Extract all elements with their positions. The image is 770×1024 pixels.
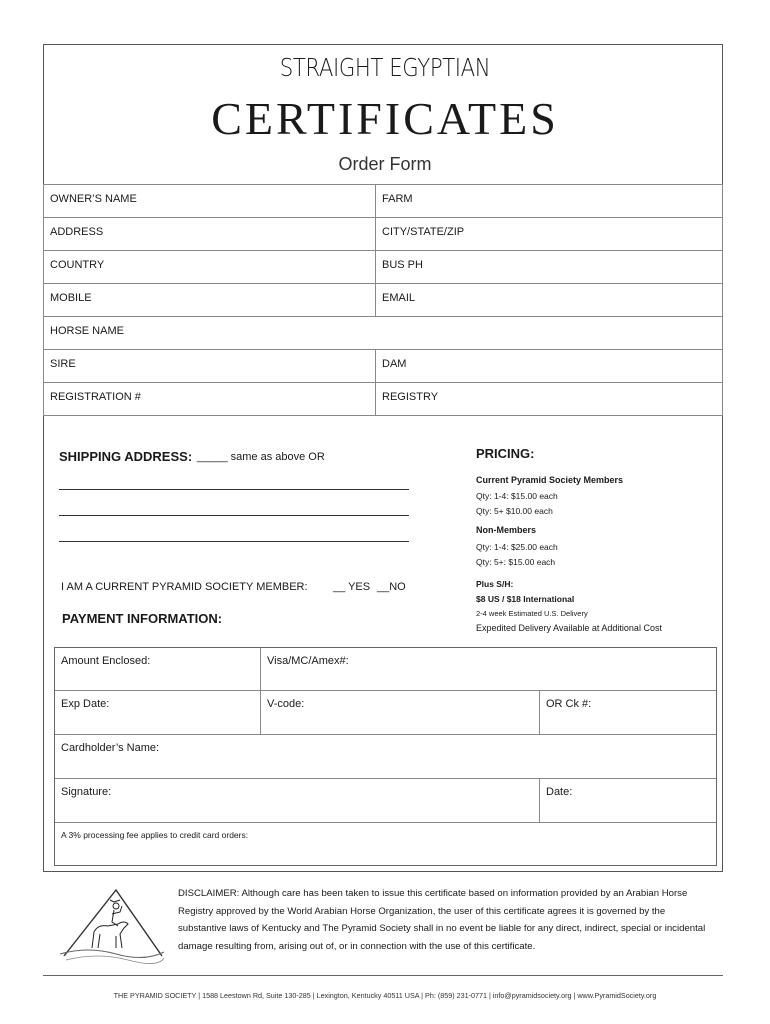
amount-enclosed-field[interactable]: Amount Enclosed:: [61, 655, 151, 667]
payment-box: [54, 647, 717, 866]
members-pricing-title: Current Pyramid Society Members: [476, 475, 624, 485]
farm-field[interactable]: FARM: [376, 185, 723, 218]
disclaimer-text: DISCLAIMER: Although care has been taken to issue this certificate based on information provided by an Arabian Horse Registry approved by the World Arabian Horse Organization, the user of this certificate agrees it is governed by the substantive laws of Kentucky and The Pyramid Society shall in no event be liable for any direct, indirect, special or incidental damage resulting from, arising out of, or in connection with the use of this certificate.: [178, 888, 706, 952]
horse-name-field[interactable]: HORSE NAME: [44, 317, 723, 350]
table-row: [44, 185, 723, 218]
processing-fee-note: A 3% processing fee applies to credit card orders:: [61, 830, 249, 840]
shipping-line-2[interactable]: [59, 515, 409, 516]
email-field[interactable]: EMAIL: [376, 284, 723, 317]
country-field[interactable]: COUNTRY: [44, 251, 376, 284]
table-row: [44, 218, 723, 251]
non-members-price-1: Qty: 1-4: $25.00 each: [476, 542, 558, 552]
non-members-price-2: Qty: 5+: $15.00 each: [476, 557, 556, 567]
card-number-field[interactable]: Visa/MC/Amex#:: [267, 655, 349, 667]
sire-field[interactable]: SIRE: [44, 350, 376, 383]
payment-information-heading: PAYMENT INFORMATION:: [62, 611, 223, 626]
pyramid-horse-logo-icon: [58, 882, 166, 970]
same-as-above-option[interactable]: _____ same as above OR: [197, 451, 325, 463]
mobile-field[interactable]: MOBILE: [44, 284, 376, 317]
address-field[interactable]: ADDRESS: [44, 218, 376, 251]
city-state-zip-field[interactable]: CITY/STATE/ZIP: [376, 218, 723, 251]
shipping-line-3[interactable]: [59, 541, 409, 542]
shipping-handling-price: $8 US / $18 International: [476, 594, 575, 604]
footer-divider: [43, 975, 723, 976]
check-number-field[interactable]: OR Ck #:: [546, 698, 592, 710]
subtitle-order-form: Order Form: [338, 154, 432, 174]
shipping-line-1[interactable]: [59, 489, 409, 490]
expedited-delivery-note: Expedited Delivery Available at Additional Cost: [476, 623, 662, 633]
title-straight-egyptian: STRAIGHT EGYPTIAN: [279, 53, 491, 82]
member-no-option[interactable]: __NO: [377, 581, 406, 593]
owners-name-field[interactable]: OWNER’S NAME: [44, 185, 376, 218]
table-row: [44, 383, 723, 416]
footer-contact: THE PYRAMID SOCIETY | 1588 Leestown Rd, Suite 130-285 | Lexington, Kentucky 40511 USA | Ph: (859) 231-0771 | info@pyramidsociety.org | www.PyramidSociety.org: [113, 991, 657, 1000]
members-price-1: Qty: 1-4: $15.00 each: [476, 491, 558, 501]
signature-field[interactable]: Signature:: [61, 786, 112, 798]
registration-number-field[interactable]: REGISTRATION #: [44, 383, 376, 416]
cardholder-name-field[interactable]: Cardholder’s Name:: [61, 742, 160, 754]
owner-info-table: [43, 184, 723, 416]
date-field[interactable]: Date:: [546, 786, 573, 798]
bus-ph-field[interactable]: BUS PH: [376, 251, 723, 284]
v-code-field[interactable]: V-code:: [267, 698, 305, 710]
dam-field[interactable]: DAM: [376, 350, 723, 383]
member-question: I AM A CURRENT PYRAMID SOCIETY MEMBER:: [61, 581, 308, 593]
shipping-address-heading: SHIPPING ADDRESS:: [59, 449, 193, 464]
non-members-title: Non-Members: [476, 525, 537, 535]
shipping-handling-title: Plus S/H:: [476, 579, 514, 589]
table-row: [44, 251, 723, 284]
member-yes-option[interactable]: __ YES: [333, 581, 371, 593]
table-row: [44, 284, 723, 317]
title-certificates: CERTIFICATES: [211, 93, 559, 144]
table-row: [44, 317, 723, 350]
delivery-estimate: 2-4 week Estimated U.S. Delivery: [476, 609, 588, 618]
members-price-2: Qty: 5+ $10.00 each: [476, 506, 553, 516]
table-row: [44, 350, 723, 383]
pricing-heading: PRICING:: [476, 446, 535, 461]
registry-field[interactable]: REGISTRY: [376, 383, 723, 416]
exp-date-field[interactable]: Exp Date:: [61, 698, 110, 710]
